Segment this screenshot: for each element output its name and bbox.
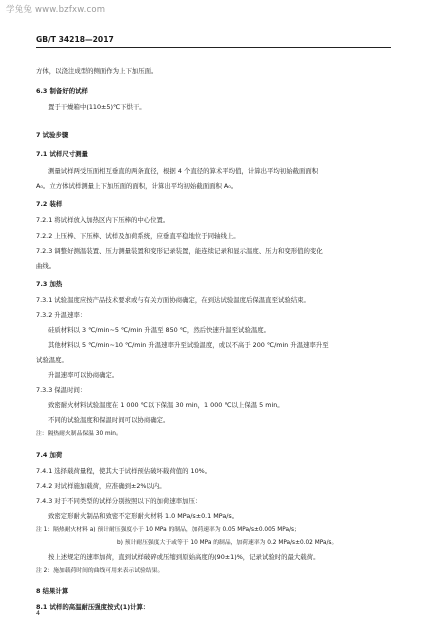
heading-6-3: 6.3 制备好的试样 <box>36 87 88 95</box>
heading-7-1: 7.1 试样尺寸测量 <box>36 150 88 158</box>
clause-7-4-2: 7.4.2 对试样施加载荷，应准确到±2%以内。 <box>36 482 166 490</box>
heading-7-2: 7.2 装样 <box>36 200 63 208</box>
text-line: 升温速率可以协商确定。 <box>48 371 119 379</box>
clause-7-3-3: 7.3.3 保温时间： <box>36 386 87 394</box>
text-line: 其他材料以 5 ℃/min~10 ℃/min 升温速率升至试验温度，或以不高于 200 ℃/min 升温速率升至 <box>48 341 329 349</box>
clause-7-3-2: 7.3.2 升温速率： <box>36 311 87 319</box>
clause-7-4-3: 7.4.3 对于不同类型的试样分别按照以下的加荷速率加压： <box>36 497 202 505</box>
text-line: 方体，以浇注成型的侧面作为上下加压面。 <box>36 67 158 75</box>
header-rule <box>36 47 391 48</box>
text-line: 曲线。 <box>36 262 56 270</box>
heading-8: 8 结果计算 <box>36 587 69 595</box>
text-line: 按上述规定的速率加荷，直到试样破碎或压缩到原始高度的(90±1)%，记录试验时的最大载荷。 <box>48 553 320 561</box>
heading-7-3: 7.3 加热 <box>36 280 63 288</box>
text-line: 不同的试验温度和保温时间可以协商确定。 <box>48 416 170 424</box>
note-2: 注 2：施加载荷时间的曲线可用来表示试验结果。 <box>36 568 164 574</box>
text-line: A₀。立方体试样测量上下加压面的面积，计算出平均初始截面面积 A₀。 <box>36 182 238 190</box>
text-line: 致密耐火材料试验温度在 1 000 ℃以下保温 30 min，1 000 ℃以上保温 5 min。 <box>48 401 284 409</box>
page-number: 4 <box>36 609 41 617</box>
watermark: 学兔兔 www.bzfxw.com <box>6 5 106 15</box>
text-line: 硅质材料以 3 ℃/min~5 ℃/min 升温至 850 ℃，然后快速升温至试验温度。 <box>48 326 271 334</box>
note: 注：隔热耐火制品保温 30 min。 <box>36 431 122 437</box>
heading-7: 7 试验步骤 <box>36 131 69 139</box>
note-1: 注 1：隔热耐火材料 a) 预计耐压强度小于 10 MPa 的制品，加荷速率为 0.05 MPa/s±0.005 MPa/s； <box>36 527 300 533</box>
heading-7-4: 7.4 加荷 <box>36 451 63 459</box>
note-1-b: b) 预计耐压强度大于或等于 10 MPa 的制品，加荷速率为 0.2 MPa/s±0.02 MPa/s。 <box>117 540 338 546</box>
text-line: 试验温度。 <box>36 356 68 364</box>
heading-8-1: 8.1 试样的高温耐压强度按式(1)计算： <box>36 603 150 611</box>
clause-7-2-3: 7.2.3 调整好测温装置、压力测量装置和变形记录装置，能连续记录和显示温度、压力和变形值的变化 <box>36 247 323 255</box>
clause-7-4-1: 7.4.1 选择载荷量程，使其大于试样预估破坏载荷值的 10%。 <box>36 467 212 475</box>
text-line: 致密定形耐火制品和致密不定形耐火材料 1.0 MPa/s±0.1 MPa/s。 <box>48 512 239 520</box>
clause-7-3-1: 7.3.1 试验温度应按产品技术要求或与有关方面协商确定，在到达试验温度后保温直至试验结束。 <box>36 296 310 304</box>
clause-7-2-1: 7.2.1 将试样放入加热区内下压棒的中心位置。 <box>36 216 170 224</box>
clause-7-2-2: 7.2.2 上压棒、下压棒、试样及加荷系统，应垂直平稳地位于同轴线上。 <box>36 232 240 240</box>
text-line: 置于干燥箱中(110±5)℃下烘干。 <box>48 103 146 111</box>
standard-number: GB/T 34218—2017 <box>36 35 114 44</box>
text-line: 测量试样两受压面相互垂直的两条直径，根据 4 个直径的算术平均值，计算出平均初始截面面积 <box>48 167 319 175</box>
